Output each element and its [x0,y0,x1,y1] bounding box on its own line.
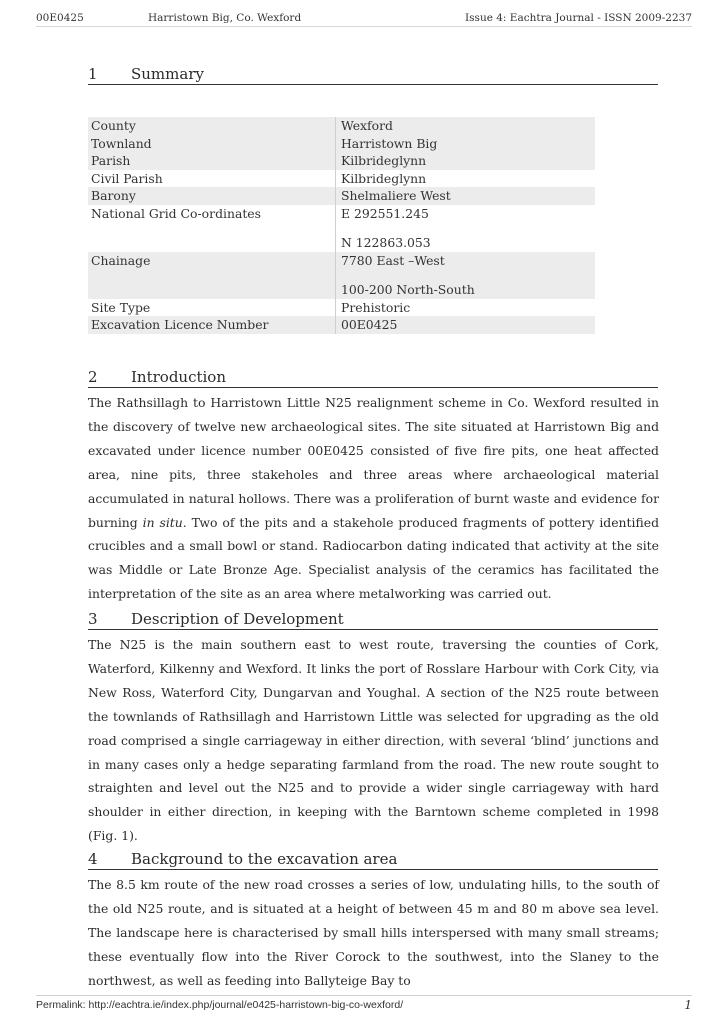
page-footer [36,995,692,1012]
summary-label: Townland [91,135,152,151]
summary-label: Civil Parish [91,170,163,186]
header-journal-issue: Issue 4: Eachtra Journal - ISSN 2009-2237 [465,12,692,24]
summary-row-grid-coordinates [88,205,595,252]
section-number: 1 [88,65,98,83]
summary-label: National Grid Co-ordinates [91,205,261,221]
summary-row-townland [88,135,595,153]
summary-label: County [91,118,136,133]
summary-row-civil-parish [88,170,595,188]
summary-value: 100-200 North-South [341,282,475,297]
section-heading-background [88,849,658,870]
permalink-link[interactable]: Permalink: http://eachtra.ie/index.php/journal/e0425-harristown-big-co-wexford/ [36,999,404,1011]
section-title: Summary [131,65,204,83]
summary-row-barony [88,187,595,205]
summary-row-county [88,117,595,135]
introduction-text-part: . Two of the pits and a stakehole produced fragments of pottery identified crucibles and a small bowl or stand. Radiocarbon dating indicated that activity at the site was Middle or Late Bronze Age. Specialist analysis of the ceramics has facilitated the interpretation of the site as an area where metalworking was carried out. [88,514,659,602]
section-number: 2 [88,368,98,386]
summary-value: Kilbrideglynn [341,153,427,168]
introduction-text-part: The Rathsillagh to Harristown Little N25 realignment scheme in Co. Wexford resulted in the discovery of twelve new archaeological sites. The site situated at Harristown Big and excavated under licence number 00E0425 consisted of five fire pits, one heat affected area, nine pits, three stakeholes and three areas where archaeological material accumulated in natural hollows. There was a proliferation of burnt waste and evidence for burning [88,395,659,530]
summary-value: 7780 East –West [341,252,445,268]
summary-value: N 122863.053 [341,235,431,250]
summary-label: Excavation Licence Number [91,317,269,332]
introduction-paragraph [88,391,659,606]
summary-value: Prehistoric [341,299,411,315]
summary-label: Chainage [91,252,151,268]
header-site-name: Harristown Big, Co. Wexford [148,12,302,24]
summary-row-licence-number [88,316,595,334]
page-number: 1 [684,998,692,1012]
section-title: Introduction [131,368,226,386]
summary-table [88,117,595,334]
header-licence-id: 00E0425 [36,12,84,24]
summary-row-chainage [88,252,595,299]
summary-label: Parish [91,153,131,168]
summary-label: Site Type [91,299,151,315]
section-title: Background to the excavation area [131,850,398,868]
section-title: Description of Development [131,610,344,628]
summary-label: Barony [91,188,136,203]
summary-value: Shelmaliere West [341,188,451,203]
summary-value: Kilbrideglynn [341,170,427,186]
running-header [36,10,692,27]
summary-value: Wexford [341,118,393,133]
background-paragraph: The 8.5 km route of the new road crosses a series of low, undulating hills, to the south of the old N25 route, and is situated at a height of between 45 m and 80 m above sea level. The landscape here is characterised by small hills interspersed with many small streams; these eventually flow into the River Corock to the southwest, into the Slaney to the northwest, as well as feeding into Ballyteige Bay to [88,877,659,988]
summary-value: E 292551.245 [341,205,429,221]
introduction-italic-term: in situ [142,514,183,530]
section-heading-summary [88,64,658,85]
development-paragraph: The N25 is the main southern east to west route, traversing the counties of Cork, Waterford, Kilkenny and Wexford. It links the port of Rosslare Harbour with Cork City, via New Ross, Waterford City, Dungarvan and Youghal. A section of the N25 route between the townlands of Rathsillagh and Harristown Little was selected for upgrading as the old road comprised a single carriageway in either direction, with several ‘blind’ junctions and in many cases only a hedge separating farmland from the road. The new route sought to straighten and level out the N25 and to provide a wider single carriageway with hard shoulder in either direction, in keeping with the Barntown scheme completed in 1998 (Fig. 1). [88,637,659,844]
section-number: 3 [88,610,98,628]
summary-value: Harristown Big [341,135,438,151]
section-heading-introduction [88,367,658,388]
summary-row-site-type [88,299,595,317]
summary-row-parish [88,152,595,170]
section-number: 4 [88,850,98,868]
section-heading-development [88,609,658,630]
summary-value: 00E0425 [341,317,398,332]
